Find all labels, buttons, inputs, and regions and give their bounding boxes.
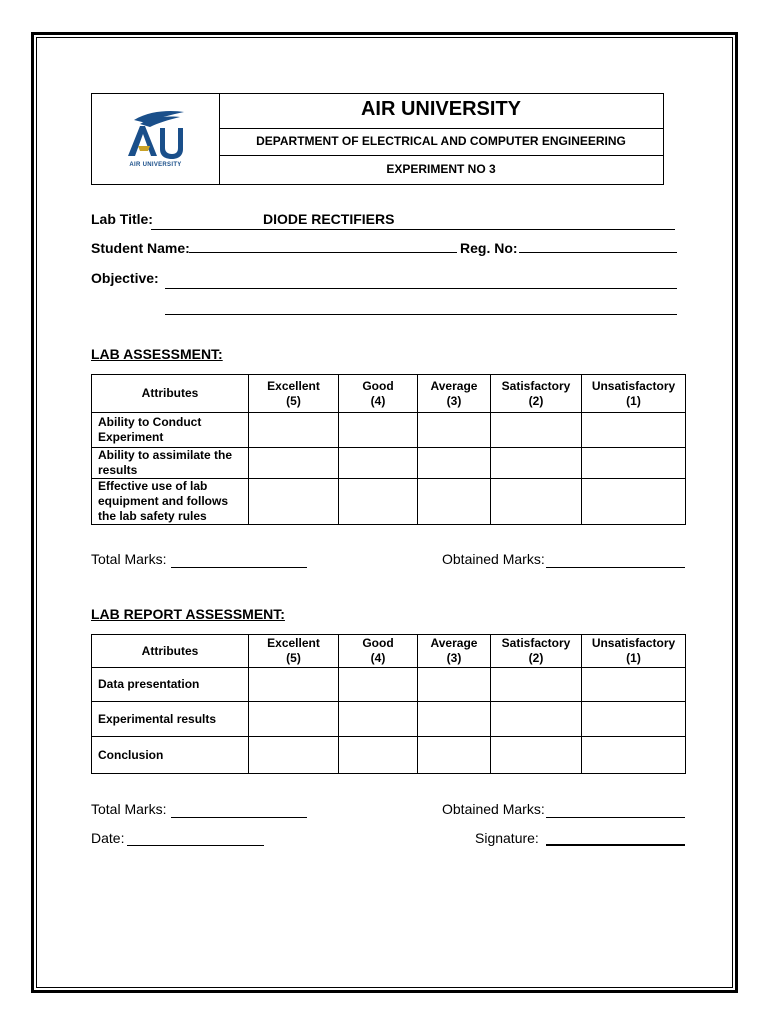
score-cell[interactable] bbox=[418, 737, 491, 774]
row-label: Effective use of lab equipment and follows the lab safety rules bbox=[92, 479, 249, 525]
score-cell[interactable] bbox=[339, 413, 418, 448]
col-average: Average (3) bbox=[418, 375, 491, 413]
row-label: Ability to assimilate the results bbox=[92, 448, 249, 479]
lab-assessment-title: LAB ASSESSMENT: bbox=[91, 346, 223, 362]
air-university-logo-icon bbox=[120, 106, 190, 162]
score-cell[interactable] bbox=[582, 448, 686, 479]
score-cell[interactable] bbox=[491, 448, 582, 479]
col-good: Good (4) bbox=[339, 635, 418, 668]
date-field[interactable] bbox=[127, 845, 264, 846]
score-cell[interactable] bbox=[249, 448, 339, 479]
score-cell[interactable] bbox=[491, 737, 582, 774]
col-attributes: Attributes bbox=[92, 375, 249, 413]
score-cell[interactable] bbox=[249, 702, 339, 737]
student-name-field[interactable] bbox=[189, 252, 457, 253]
score-cell[interactable] bbox=[339, 702, 418, 737]
col-good: Good (4) bbox=[339, 375, 418, 413]
col-satisfactory: Satisfactory (2) bbox=[491, 375, 582, 413]
table-header-row bbox=[92, 375, 686, 413]
student-name-label: Student Name: bbox=[91, 240, 190, 256]
score-cell[interactable] bbox=[249, 668, 339, 702]
score-cell[interactable] bbox=[418, 668, 491, 702]
lab-title-value: DIODE RECTIFIERS bbox=[263, 211, 395, 227]
col-attributes: Attributes bbox=[92, 635, 249, 668]
row-label: Conclusion bbox=[92, 737, 249, 774]
obtained-marks-label: Obtained Marks: bbox=[442, 551, 545, 567]
score-cell[interactable] bbox=[339, 448, 418, 479]
lab-report-assessment-title: LAB REPORT ASSESSMENT: bbox=[91, 606, 285, 622]
table-row bbox=[92, 668, 686, 702]
lab-title-label: Lab Title: bbox=[91, 211, 153, 227]
score-cell[interactable] bbox=[582, 413, 686, 448]
score-cell[interactable] bbox=[418, 479, 491, 525]
header-table bbox=[91, 93, 664, 185]
score-cell[interactable] bbox=[491, 668, 582, 702]
score-cell[interactable] bbox=[491, 413, 582, 448]
report-obtained-marks-field[interactable] bbox=[546, 817, 685, 818]
table-row bbox=[92, 448, 686, 479]
table-row bbox=[92, 413, 686, 448]
score-cell[interactable] bbox=[418, 413, 491, 448]
university-name: AIR UNIVERSITY bbox=[219, 94, 663, 129]
lab-assessment-table bbox=[91, 374, 686, 525]
lab-report-assessment-table bbox=[91, 634, 686, 774]
table-row bbox=[92, 702, 686, 737]
objective-label: Objective: bbox=[91, 270, 159, 286]
col-excellent: Excellent (5) bbox=[249, 375, 339, 413]
total-marks-field[interactable] bbox=[171, 567, 307, 568]
report-total-marks-label: Total Marks: bbox=[91, 801, 167, 817]
logo-cell bbox=[92, 94, 220, 184]
score-cell[interactable] bbox=[582, 737, 686, 774]
lab-title-line[interactable] bbox=[151, 229, 675, 230]
total-marks-label: Total Marks: bbox=[91, 551, 167, 567]
objective-line-1[interactable] bbox=[165, 288, 677, 289]
score-cell[interactable] bbox=[491, 702, 582, 737]
col-average: Average (3) bbox=[418, 635, 491, 668]
row-label: Experimental results bbox=[92, 702, 249, 737]
logo-text: AIR UNIVERSITY bbox=[129, 162, 182, 168]
score-cell[interactable] bbox=[339, 737, 418, 774]
table-row bbox=[92, 479, 686, 525]
signature-field[interactable] bbox=[546, 844, 685, 846]
reg-no-label: Reg. No: bbox=[460, 240, 518, 256]
col-unsatisfactory: Unsatisfactory (1) bbox=[582, 635, 686, 668]
report-total-marks-field[interactable] bbox=[171, 817, 307, 818]
objective-line-2[interactable] bbox=[165, 314, 677, 315]
score-cell[interactable] bbox=[582, 668, 686, 702]
date-label: Date: bbox=[91, 830, 125, 846]
score-cell[interactable] bbox=[582, 702, 686, 737]
reg-no-field[interactable] bbox=[519, 252, 677, 253]
score-cell[interactable] bbox=[418, 448, 491, 479]
row-label: Ability to Conduct Experiment bbox=[92, 413, 249, 448]
score-cell[interactable] bbox=[339, 479, 418, 525]
table-row bbox=[92, 737, 686, 774]
col-satisfactory: Satisfactory (2) bbox=[491, 635, 582, 668]
score-cell[interactable] bbox=[249, 479, 339, 525]
score-cell[interactable] bbox=[339, 668, 418, 702]
experiment-number: EXPERIMENT NO 3 bbox=[386, 162, 496, 176]
col-unsatisfactory: Unsatisfactory (1) bbox=[582, 375, 686, 413]
score-cell[interactable] bbox=[249, 413, 339, 448]
signature-label: Signature: bbox=[475, 830, 539, 846]
col-excellent: Excellent (5) bbox=[249, 635, 339, 668]
score-cell[interactable] bbox=[491, 479, 582, 525]
department-name: DEPARTMENT OF ELECTRICAL AND COMPUTER ENGINEERING bbox=[219, 128, 663, 156]
obtained-marks-field[interactable] bbox=[546, 567, 685, 568]
row-label: Data presentation bbox=[92, 668, 249, 702]
score-cell[interactable] bbox=[582, 479, 686, 525]
score-cell[interactable] bbox=[418, 702, 491, 737]
report-obtained-marks-label: Obtained Marks: bbox=[442, 801, 545, 817]
table-header-row bbox=[92, 635, 686, 668]
score-cell[interactable] bbox=[249, 737, 339, 774]
